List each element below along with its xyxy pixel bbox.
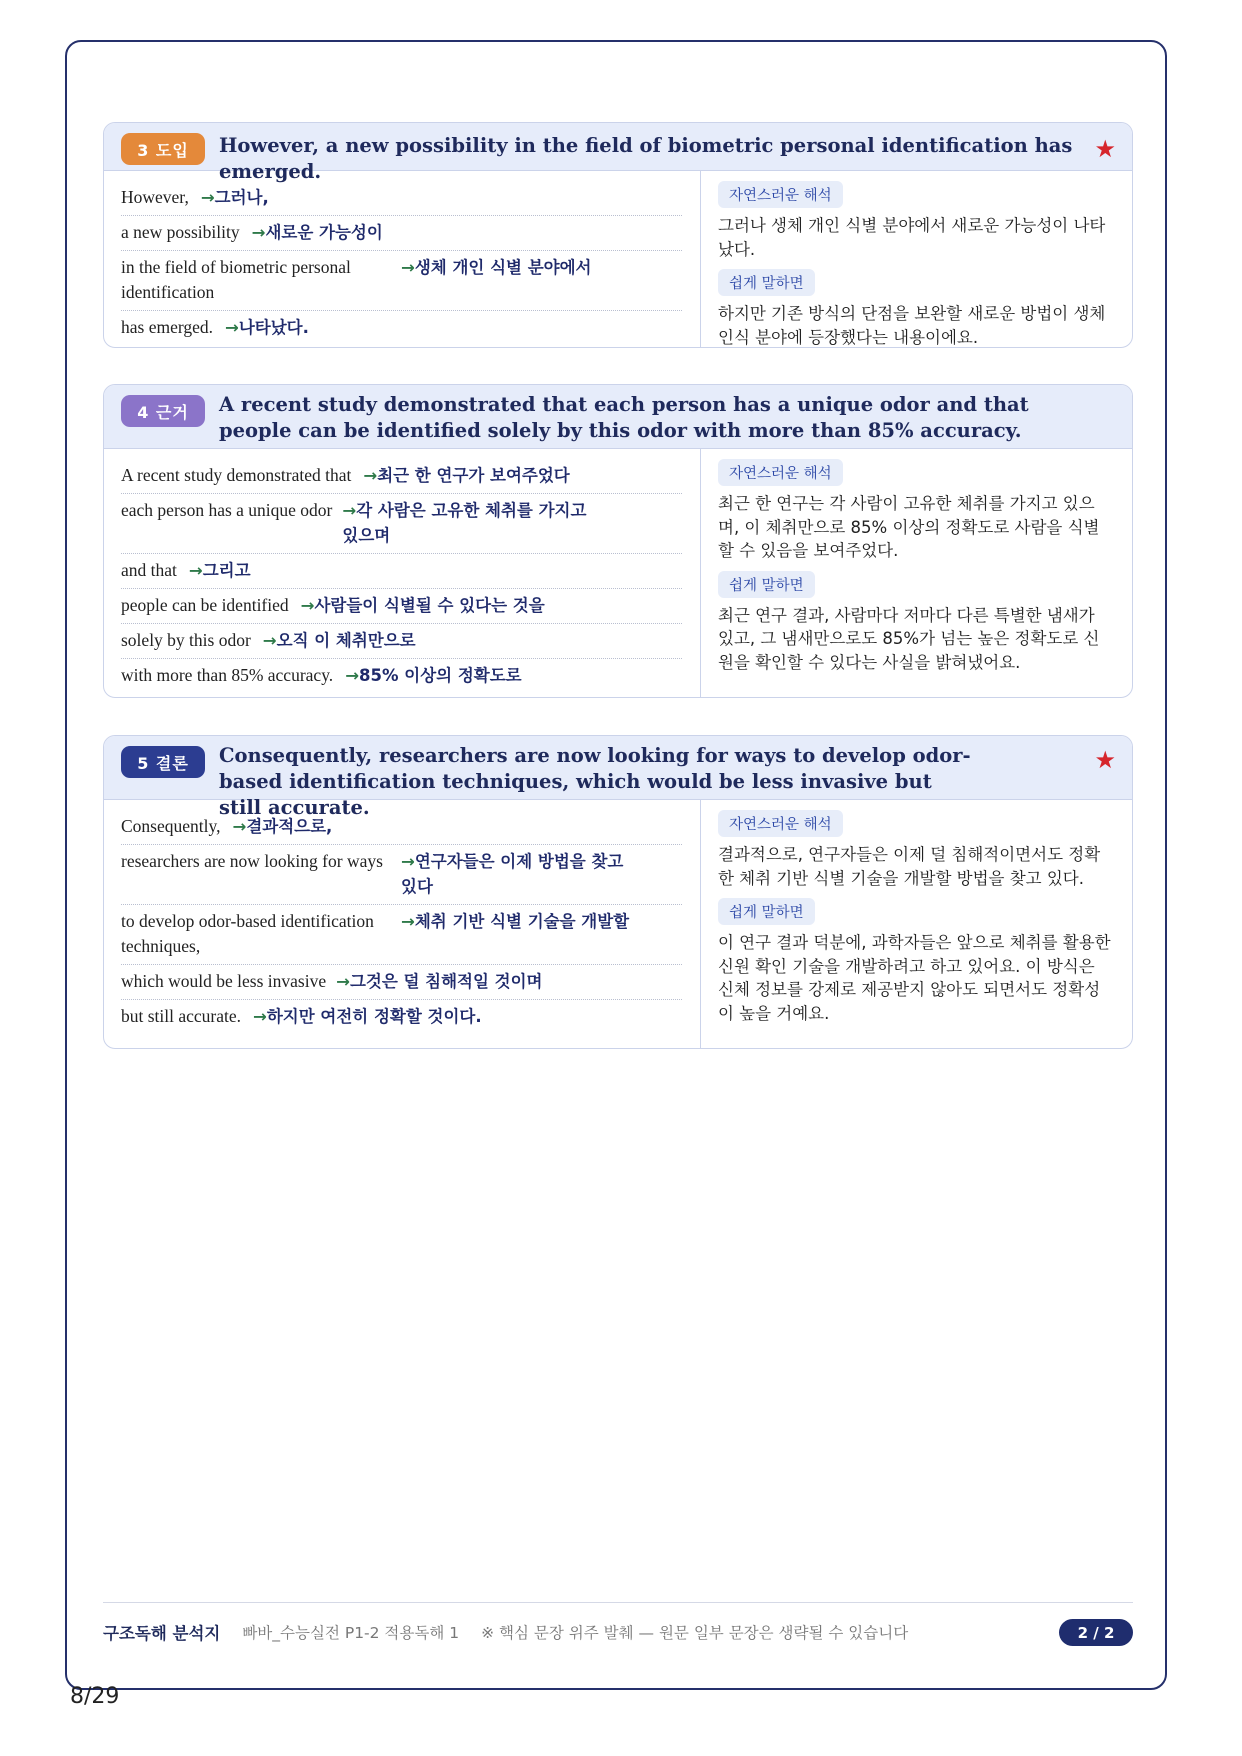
arrow-icon: → [342,501,357,520]
chunk-english: people can be identified [121,595,289,615]
key-sentence: However, a new possibility in the field of biometric personal identification has emerged. [219,134,1073,183]
chunk-korean: 85% 이상의 정확도로 [359,666,522,685]
footer-title: 구조독해 분석지 [103,1624,221,1643]
pdf-page-number: 8/29 [70,1684,120,1709]
chunk-row [121,810,682,845]
star-icon: ★ [1094,746,1116,774]
star-icon: ★ [1094,135,1116,163]
section-body [104,800,1132,1048]
chunk-korean: 그것은 덜 침해적일 것이며 [349,972,543,991]
section-header [104,123,1132,183]
natural-translation-tag: 자연스러운 해석 [718,810,843,837]
translation-panel [701,800,1132,1048]
chunk-korean: 연구자들은 이제 방법을 찾고 있다 [401,852,624,896]
chunk-row [121,1000,682,1034]
chunk-row [121,845,682,905]
chunk-row [121,251,682,311]
section-badge: 5 결론 [121,746,205,778]
section-card-3 [103,122,1133,348]
footer-note: ※ 핵심 문장 위주 발췌 — 원문 일부 문장은 생략될 수 있습니다 [481,1624,909,1642]
arrow-icon: → [262,631,277,650]
easy-explanation: 이 연구 결과 덕분에, 과학자들은 앞으로 체취를 활용한 신원 확인 기술을 개발하려고 하고 있어요. 이 방식은 신체 정보를 강제로 제공받지 않아도 되면서도 정확성이 높을 거예요. [718,933,1111,1023]
chunk-row [121,624,682,659]
page-indicator: 2 / 2 [1059,1619,1133,1646]
chunk-english: However, [121,187,189,207]
arrow-icon: → [251,223,266,242]
footer-divider [103,1602,1133,1603]
natural-translation: 최근 한 연구는 각 사람이 고유한 체취를 가지고 있으며, 이 체취만으로 85% 이상의 정확도로 사람을 식별할 수 있음을 보여주었다. [718,494,1100,560]
chunk-english: Consequently, [121,816,221,836]
easy-explanation: 하지만 기존 방식의 단점을 보완할 새로운 방법이 생체 인식 분야에 등장했다는 내용이에요. [718,304,1106,347]
chunk-table [104,449,701,697]
easy-explanation: 최근 연구 결과, 사람마다 저마다 다른 특별한 냄새가 있고, 그 냄새만으로도 85%가 넘는 높은 정확도로 신원을 확인할 수 있다는 사실을 밝혀냈어요. [718,605,1100,672]
arrow-icon: → [300,596,315,615]
chunk-korean: 그리고 [202,561,251,580]
arrow-icon: → [401,912,415,931]
chunk-english: has emerged. [121,317,214,337]
chunk-english: and that [121,560,177,580]
natural-translation: 그러나 생체 개인 식별 분야에서 새로운 가능성이 나타났다. [718,216,1106,259]
chunk-korean: 새로운 가능성이 [265,223,383,242]
chunk-english: with more than 85% accuracy. [121,665,334,685]
arrow-icon: → [363,466,378,485]
chunk-korean: 나타났다. [238,318,309,337]
key-sentence: A recent study demonstrated that each person has a unique odor and that people can be identified solely by this odor with more than 85% accuracy. [219,393,1029,442]
easy-explanation-tag: 쉽게 말하면 [718,571,815,598]
chunk-korean: 하지만 여전히 정확할 것이다. [266,1007,482,1026]
footer [103,1617,1133,1647]
section-header [104,736,1132,819]
arrow-icon: → [253,1007,267,1026]
easy-explanation-tag: 쉽게 말하면 [718,898,815,925]
arrow-icon: → [401,258,415,277]
chunk-row [121,311,682,345]
section-header [104,385,1132,449]
chunk-english: which would be less invasive [121,971,327,991]
section-badge: 4 근거 [121,395,205,427]
chunk-row [121,459,682,494]
chunk-row [121,659,682,693]
arrow-icon: → [345,666,360,685]
translation-panel [701,171,1132,347]
footer-source: 빠바_수능실전 P1-2 적용독해 1 [242,1624,460,1642]
arrow-icon: → [336,972,350,991]
section-body [104,171,1132,347]
chunk-korean: 최근 한 연구가 보여주었다 [377,466,570,485]
chunk-row [121,494,682,554]
chunk-korean: 사람들이 식별될 수 있다는 것을 [314,596,545,615]
arrow-icon: → [188,561,203,580]
arrow-icon: → [200,188,215,207]
chunk-row [121,905,682,965]
chunk-korean: 결과적으로, [246,817,333,836]
natural-translation: 결과적으로, 연구자들은 이제 덜 침해적이면서도 정확한 체취 기반 식별 기술을 개발할 방법을 찾고 있다. [718,845,1101,888]
chunk-row [121,216,682,251]
arrow-icon: → [225,318,239,337]
natural-translation-tag: 자연스러운 해석 [718,181,843,208]
section-body [104,449,1132,697]
chunk-english: researchers are now looking for ways [121,851,383,871]
chunk-english: each person has a unique odor [121,500,333,520]
section-card-4 [103,384,1133,698]
chunk-korean: 그러나, [214,188,269,207]
easy-explanation-tag: 쉽게 말하면 [718,269,815,296]
chunk-english: A recent study demonstrated that [121,465,352,485]
chunk-row [121,181,682,216]
natural-translation-tag: 자연스러운 해석 [718,459,843,486]
key-sentence: Consequently, researchers are now looking for ways to develop odor-based identification techniques, which would be less invasive but still accurate. [219,744,971,819]
chunk-korean: 오직 이 체취만으로 [276,631,416,650]
chunk-english: a new possibility [121,222,240,242]
arrow-icon: → [401,852,415,871]
chunk-table [104,800,701,1048]
translation-panel [701,449,1132,697]
chunk-row [121,589,682,624]
chunk-korean: 생체 개인 식별 분야에서 [414,258,592,277]
chunk-korean: 각 사람은 고유한 체취를 가지고 있으며 [342,501,587,545]
chunk-table [104,171,701,347]
section-card-5 [103,735,1133,1049]
chunk-row [121,965,682,1000]
arrow-icon: → [232,817,247,836]
chunk-korean: 체취 기반 식별 기술을 개발할 [414,912,630,931]
chunk-english: but still accurate. [121,1006,242,1026]
chunk-english: to develop odor-based identification techniques, [121,911,374,956]
chunk-english: in the field of biometric personal identification [121,257,351,302]
chunk-english: solely by this odor [121,630,251,650]
section-badge: 3 도입 [121,133,205,165]
chunk-row [121,554,682,589]
